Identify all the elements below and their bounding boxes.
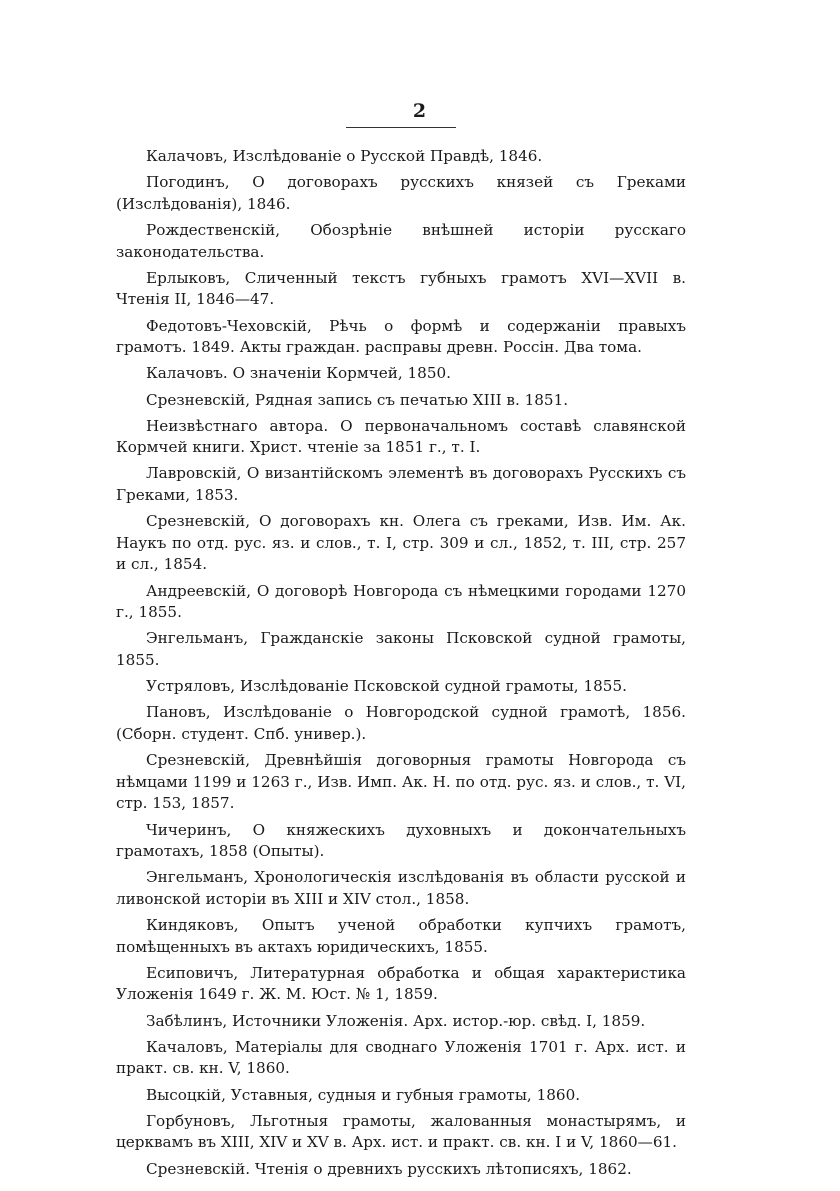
bibliography-entry: Андреевскій, О договорѣ Новгорода съ нѣмецкими городами 1270 г., 1855. (116, 581, 686, 622)
page-number: 2 (412, 100, 428, 122)
bibliography-entry: Есиповичъ, Литературная обработка и общая характеристика Уложенія 1649 г. Ж. М. Юст. № 1, 1859. (116, 963, 686, 1004)
bibliography-entry: Рождественскій, Обозрѣніе внѣшней исторіи русскаго законодательства. (116, 220, 686, 261)
bibliography-entry: Чичеринъ, О княжескихъ духовныхъ и докончательныхъ грамотахъ, 1858 (Опыты). (116, 820, 686, 861)
bibliography-entry: Неизвѣстнаго автора. О первоначальномъ составѣ славянской Кормчей книги. Христ. чтеніе за 1851 г., т. I. (116, 416, 686, 457)
bibliography-entry: Киндяковъ, Опытъ ученой обработки купчихъ грамотъ, помѣщенныхъ въ актахъ юридическихъ, 1855. (116, 916, 686, 956)
bibliography-entry: Федотовъ-Чеховскій, Рѣчь о формѣ и содержаніи правыхъ грамотъ. 1849. Акты граждан. расправы древн. Россін. Два тома. (116, 316, 686, 357)
bibliography-entry: Энгельманъ, Хронологическія изслѣдованія въ области русской и ливонской исторіи въ XIII и XIV стол., 1858. (116, 868, 686, 908)
bibliography-entry: Срезневскій, О договорахъ кн. Олега съ греками, Изв. Им. Ак. Наукъ по отд. рус. яз. и слов., т. I, стр. 309 и сл., 1852, т. III, стр. 257 и сл., 1854. (116, 512, 686, 574)
bibliography-entry: Энгельманъ, Гражданскіе законы Псковской судной грамоты, 1855. (116, 629, 686, 669)
bibliography-entry: Пановъ, Изслѣдованіе о Новгородской судной грамотѣ, 1856. (Сборн. студент. Спб. универ.). (116, 703, 686, 743)
bibliography-entry: Срезневскій, Древнѣйшія договорныя грамоты Новгорода съ нѣмцами 1199 и 1263 г., Изв. Имп. Ак. Н. по отд. рус. яз. и слов., т. VI, стр. 153, 1857. (116, 751, 686, 813)
bibliography-entry: Горбуновъ, Льготныя грамоты, жалованныя монастырямъ, и церквамъ въ XIII, XIV и XV в. Арх. ист. и практ. св. кн. I и V, 1860—61. (116, 1111, 686, 1152)
bibliography-entry: Калачовъ. О значеніи Кормчей, 1850. (146, 364, 451, 383)
bibliography-entry: Забѣлинъ, Источники Уложенія. Арх. истор.-юр. свѣд. I, 1859. (146, 1011, 646, 1030)
bibliography-entry: Устряловъ, Изслѣдованіе Псковской судной грамоты, 1855. (146, 677, 627, 696)
bibliography-entry: Срезневскій, Рядная запись съ печатью XIII в. 1851. (146, 390, 569, 409)
bibliography-entry: Срезневскій. Чтенія о древнихъ русскихъ лѣтописяхъ, 1862. (146, 1159, 632, 1178)
header-rule (346, 127, 456, 128)
bibliography-entry: Высоцкій, Уставныя, судныя и губныя грамоты, 1860. (146, 1085, 581, 1104)
bibliography-entry: Погодинъ, О договорахъ русскихъ князей съ Греками (Изслѣдованія), 1846. (116, 173, 686, 213)
bibliography-entry: Ерлыковъ, Сличенный текстъ губныхъ грамотъ XVI—XVII в. Чтенія II, 1846—47. (116, 268, 686, 309)
bibliography-entry: Калачовъ, Изслѣдованіе о Русской Правдѣ, 1846. (146, 147, 543, 165)
bibliography-entry: Качаловъ, Матеріалы для своднаго Уложенія 1701 г. Арх. ист. и практ. св. кн. V, 1860. (116, 1037, 686, 1078)
bibliography-entry: Лавровскій, О византійскомъ элементѣ въ договорахъ Русскихъ съ Греками, 1853. (116, 464, 686, 505)
bibliography-list (116, 146, 686, 1185)
